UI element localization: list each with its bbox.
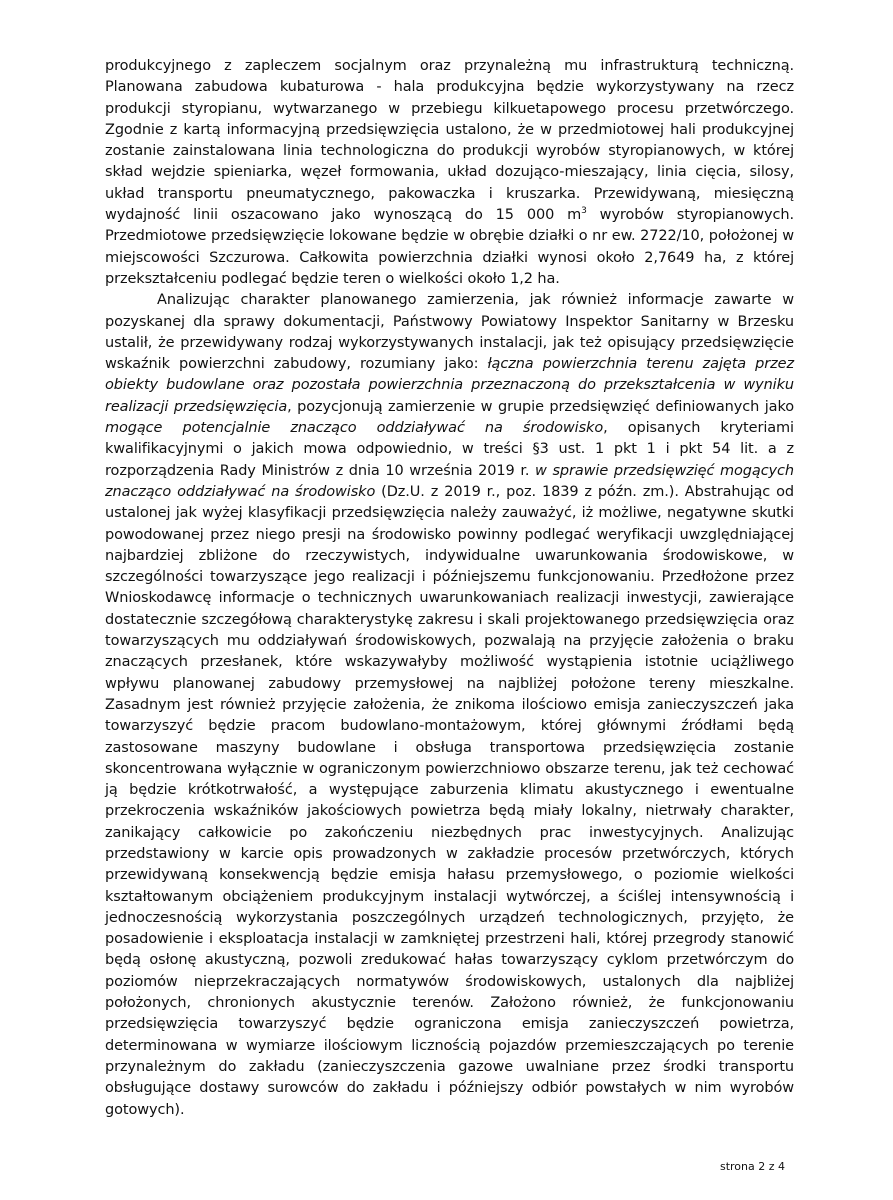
- paragraph-1: [105, 56, 794, 290]
- page-number: strona 2 z 4: [719, 1160, 785, 1173]
- italic-text: łączna powierzchnia terenu zajęta przez obiekty budowlane oraz pozostała powierzchnia przeznaczoną do przekształcenia w wyniku realizacji przedsięwzięcia: [105, 356, 794, 415]
- text-segment: produkcyjnego z zapleczem socjalnym oraz przynależną mu infrastrukturą techniczną. Planowana zabudowa kubaturowa - hala produkcyjna będzie wykorzystywany na rzecz produkcji styropianu, wytwarzanego w przebiegu kilkuetapowego procesu przetwórczego. Zgodnie z kartą informacyjną przedsięwzięcia ustalono, że w przedmiotowej hali produkcyjnej zostanie zainstalowana linia technologiczna do produkcji wyrobów styropianowych, w której skład wejdzie spieniarka, węzeł formowania, układ dozująco-mieszający, linia cięcia, silosy, układ transportu pneumatycznego, pakowaczka i kruszarka. Przewidywaną, miesięczną wydajność linii oszacowano jako wynoszącą do 15 000 m: [105, 58, 794, 224]
- text-segment: wyrobów styropianowych. Przedmiotowe przedsięwzięcie lokowane będzie w obrębie działki o nr ew. 2722/10, położonej w miejscowości Szczurowa. Całkowita powierzchnia działki wynosi około 2,7649 ha, z której przekształceniu podlegać będzie teren o wielkości około 1,2 ha.: [105, 207, 794, 287]
- document-body: [105, 56, 794, 1121]
- text-segment: , pozycjonują zamierzenie w grupie przedsięwzięć definiowanych jako: [287, 398, 794, 415]
- text-segment: , opisanych kryteriami kwalifikacyjnymi o jakich mowa odpowiednio, w treści §3 ust. 1 pkt 1 i pkt 54 lit. a z rozporządzenia Rady Ministrów z dnia 10 września 2019 r.: [105, 420, 794, 479]
- superscript-text: 3: [581, 206, 587, 217]
- italic-text: w sprawie przedsięwzięć mogących znacząco oddziaływać na środowisko: [105, 462, 795, 500]
- text-segment: Analizując charakter planowanego zamierzenia, jak również informacje zawarte w pozyskanej dla sprawy dokumentacji, Państwowy Powiatowy Inspektor Sanitarny w Brzesku ustalił, że przewidywany rodzaj wykorzystywanych instalacji, jak też opisujący przedsięwzięcie wskaźnik powierzchni zabudowy, rozumiany jako:: [105, 292, 794, 373]
- italic-text: mogące potencjalnie znacząco oddziaływać na środowisko: [105, 420, 604, 437]
- text-segment: (Dz.U. z 2019 r., poz. 1839 z późn. zm.). Abstrahując od ustalonej jak wyżej klasyfikacji przedsięwzięcia należy zauważyć, iż możliwe, negatywne skutki powodowanej przez niego presji na środowisko powinny podlegać weryfikacji uwzględniającej najbardziej zbliżone do rzeczywistych, indywidualne uwarunkowania środowiskowe, w szczególności towarzyszące jego realizacji i późniejszemu funkcjonowaniu. Przedłożone przez Wnioskodawcę informacje o technicznych uwarunkowaniach realizacji inwestycji, zawierające dostatecznie szczegółową charakterystykę zakresu i skali projektowanego przedsięwzięcia oraz towarzyszących mu oddziaływań środowiskowych, pozwalają na przyjęcie założenia o braku znaczących przesłanek, które wskazywałyby możliwość wystąpienia istotnie uciążliwego wpływu planowanej zabudowy przemysłowej na najbliżej położone tereny mieszkalne. Zasadnym jest również przyjęcie założenia, że znikoma ilościowo emisja zanieczyszczeń jaka towarzyszyć będzie pracom budowlano-montażowym, której głównymi źródłami będą zastosowane maszyny budowlane i obsługa transportowa przedsięwzięcia zostanie skoncentrowana wyłącznie w ograniczonym powierzchniowo obszarze terenu, jak też cechować ją będzie krótkotrwałość, a występujące zaburzenia klimatu akustycznego i ewentualne przekroczenia wskaźników jakościowych powietrza będą miały lokalny, nietrwały charakter, zanikający całkowicie po zakończeniu niezbędnych prac inwestycyjnych. Analizując przedstawiony w karcie opis prowadzonych w zakładzie procesów przetwórczych, których przewidywaną konsekwencją będzie emisja hałasu przemysłowego, o poziomie wielkości kształtowanym obciążeniem produkcyjnym instalacji wytwórczej, a ściślej intensywnością i jednoczesnością wykorzystania poszczególnych urządzeń technologicznych, przyjęto, że posadowienie i eksploatacja instalacji w zamkniętej przestrzeni hali, której przegrody stanowić będą osłonę akustyczną, pozwoli zredukować hałas towarzyszący cyklom przetwórczym do poziomów nieprzekraczających normatywów środowiskowych, ustalonych dla najbliżej położonych, chronionych akustycznie terenów. Założono również, że funkcjonowaniu przedsięwzięcia towarzyszyć będzie ograniczona emisja zanieczyszczeń powietrza, determinowana w wymiarze ilościowym licznością pojazdów przemieszczających po terenie przynależnym do zakładu (zanieczyszczenia gazowe uwalniane przez środki transportu obsługujące dostawy surowców do zakładu i późniejszy odbiór powstałych w nim wyrobów gotowych).: [105, 483, 794, 1118]
- paragraph-2: [105, 290, 794, 1121]
